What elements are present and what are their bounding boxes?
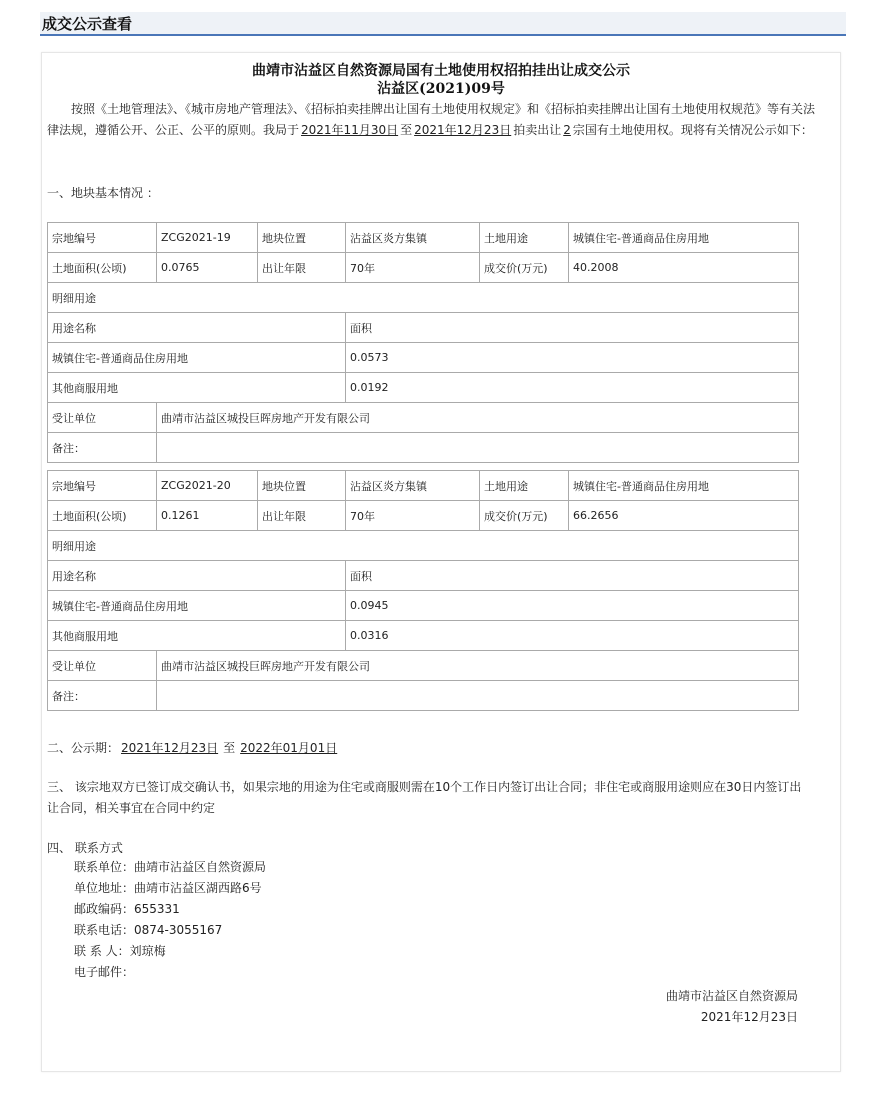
area: 0.0765	[157, 253, 258, 283]
detail-name: 其他商服用地	[48, 373, 346, 403]
section1-heading: 一、地块基本情况 ：	[47, 186, 159, 200]
page-header	[40, 12, 846, 36]
grantee-label: 受让单位	[48, 403, 157, 433]
price-label: 成交价(万元)	[480, 501, 569, 531]
publicity-end: 2022年01月01日	[240, 741, 338, 755]
remarks-label: 备注：	[48, 681, 157, 711]
contact-unit: 联系单位：曲靖市沾益区自然资源局	[74, 860, 267, 874]
table-row	[48, 561, 799, 591]
end-date: 2021年12月23日	[414, 123, 512, 137]
detail-name: 城镇住宅-普通商品住房用地	[48, 343, 346, 373]
usage-label: 土地用途	[480, 471, 569, 501]
location-label: 地块位置	[258, 223, 346, 253]
table-row	[48, 403, 799, 433]
section3-terms: 三、 该宗地双方已签订成交确认书，如果宗地的用途为住宅或商服则需在10个工作日内签订出让合同；非住宅或商服用途则应在30日内签订出让合同，相关事宜在合同中约定	[47, 780, 802, 815]
start-date: 2021年11月30日	[301, 123, 399, 137]
contact-postcode: 邮政编码：655331	[74, 902, 180, 916]
price: 40.2008	[569, 253, 799, 283]
parcel-no-label: 宗地编号	[48, 471, 157, 501]
table-row	[48, 621, 799, 651]
area-label: 土地面积(公顷)	[48, 501, 157, 531]
table-row	[48, 283, 799, 313]
grantee: 曲靖市沾益区城投巨晖房地产开发有限公司	[157, 651, 799, 681]
signature-org: 曲靖市沾益区自然资源局	[665, 989, 798, 1003]
notice-title: 曲靖市沾益区自然资源局国有土地使用权招拍挂出让成交公示	[252, 63, 630, 79]
usage: 城镇住宅-普通商品住房用地	[569, 223, 799, 253]
price-label: 成交价(万元)	[480, 253, 569, 283]
contact-info	[74, 857, 266, 983]
remarks-label: 备注：	[48, 433, 157, 463]
term: 70年	[346, 253, 480, 283]
detail-area: 0.0316	[346, 621, 799, 651]
grantee-label: 受让单位	[48, 651, 157, 681]
table-row	[48, 373, 799, 403]
parcel-table-2	[47, 470, 799, 711]
term-label: 出让年限	[258, 501, 346, 531]
publicity-start: 2021年12月23日	[121, 741, 219, 755]
parcel-count: 2	[563, 123, 571, 137]
area-header: 面积	[346, 561, 799, 591]
parcel-no: ZCG2021-20	[157, 471, 258, 501]
table-row	[48, 651, 799, 681]
parcel-table-1	[47, 222, 799, 463]
term: 70年	[346, 501, 480, 531]
intro-paragraph: 按照《土地管理法》、《城市房地产管理法》、《招标拍卖挂牌出让国有土地使用权规定》和《招标拍卖挂牌出让国有土地使用权规范》等有关法律法规，遵循公开、公正、公平的原则。我局于 2021年11月30日 至 2021年12月23日 拍卖出让 2 宗国有土地使用权。现将有关情况公示如下：	[47, 102, 816, 137]
contact-phone: 联系电话：0874-3055167	[74, 923, 223, 937]
area: 0.1261	[157, 501, 258, 531]
notice-number: 沾益区(2021)09号	[377, 81, 505, 97]
detail-name: 其他商服用地	[48, 621, 346, 651]
table-row	[48, 253, 799, 283]
detail-area: 0.0573	[346, 343, 799, 373]
location-label: 地块位置	[258, 471, 346, 501]
location: 沾益区炎方集镇	[346, 223, 480, 253]
detail-area: 0.0945	[346, 591, 799, 621]
table-row	[48, 531, 799, 561]
contact-address: 单位地址：曲靖市沾益区湖西路6号	[74, 881, 262, 895]
table-row	[48, 433, 799, 463]
detail-name: 城镇住宅-普通商品住房用地	[48, 591, 346, 621]
usage-name-header: 用途名称	[48, 313, 346, 343]
signature-date: 2021年12月23日	[700, 1010, 798, 1024]
price: 66.2656	[569, 501, 799, 531]
table-row	[48, 313, 799, 343]
parcel-no-label: 宗地编号	[48, 223, 157, 253]
usage-name-header: 用途名称	[48, 561, 346, 591]
term-label: 出让年限	[258, 253, 346, 283]
section4-heading: 四、 联系方式	[47, 841, 123, 855]
contact-email: 电子邮件：	[74, 965, 135, 979]
remarks	[157, 433, 799, 463]
table-row	[48, 591, 799, 621]
table-row	[48, 223, 799, 253]
usage-label: 土地用途	[480, 223, 569, 253]
remarks	[157, 681, 799, 711]
detail-area: 0.0192	[346, 373, 799, 403]
usage: 城镇住宅-普通商品住房用地	[569, 471, 799, 501]
parcel-no: ZCG2021-19	[157, 223, 258, 253]
table-row	[48, 681, 799, 711]
location: 沾益区炎方集镇	[346, 471, 480, 501]
grantee: 曲靖市沾益区城投巨晖房地产开发有限公司	[157, 403, 799, 433]
page-title: 成交公示查看	[42, 15, 133, 33]
notice-document	[41, 52, 841, 1072]
table-row	[48, 471, 799, 501]
area-label: 土地面积(公顷)	[48, 253, 157, 283]
table-row	[48, 343, 799, 373]
detail-usage-label: 明细用途	[48, 283, 799, 313]
section2-publicity-period: 二、公示期： 2021年12月23日 至 2022年01月01日	[47, 741, 338, 755]
table-row	[48, 501, 799, 531]
detail-usage-label: 明细用途	[48, 531, 799, 561]
area-header: 面积	[346, 313, 799, 343]
contact-person: 联 系 人：刘琼梅	[74, 944, 166, 958]
